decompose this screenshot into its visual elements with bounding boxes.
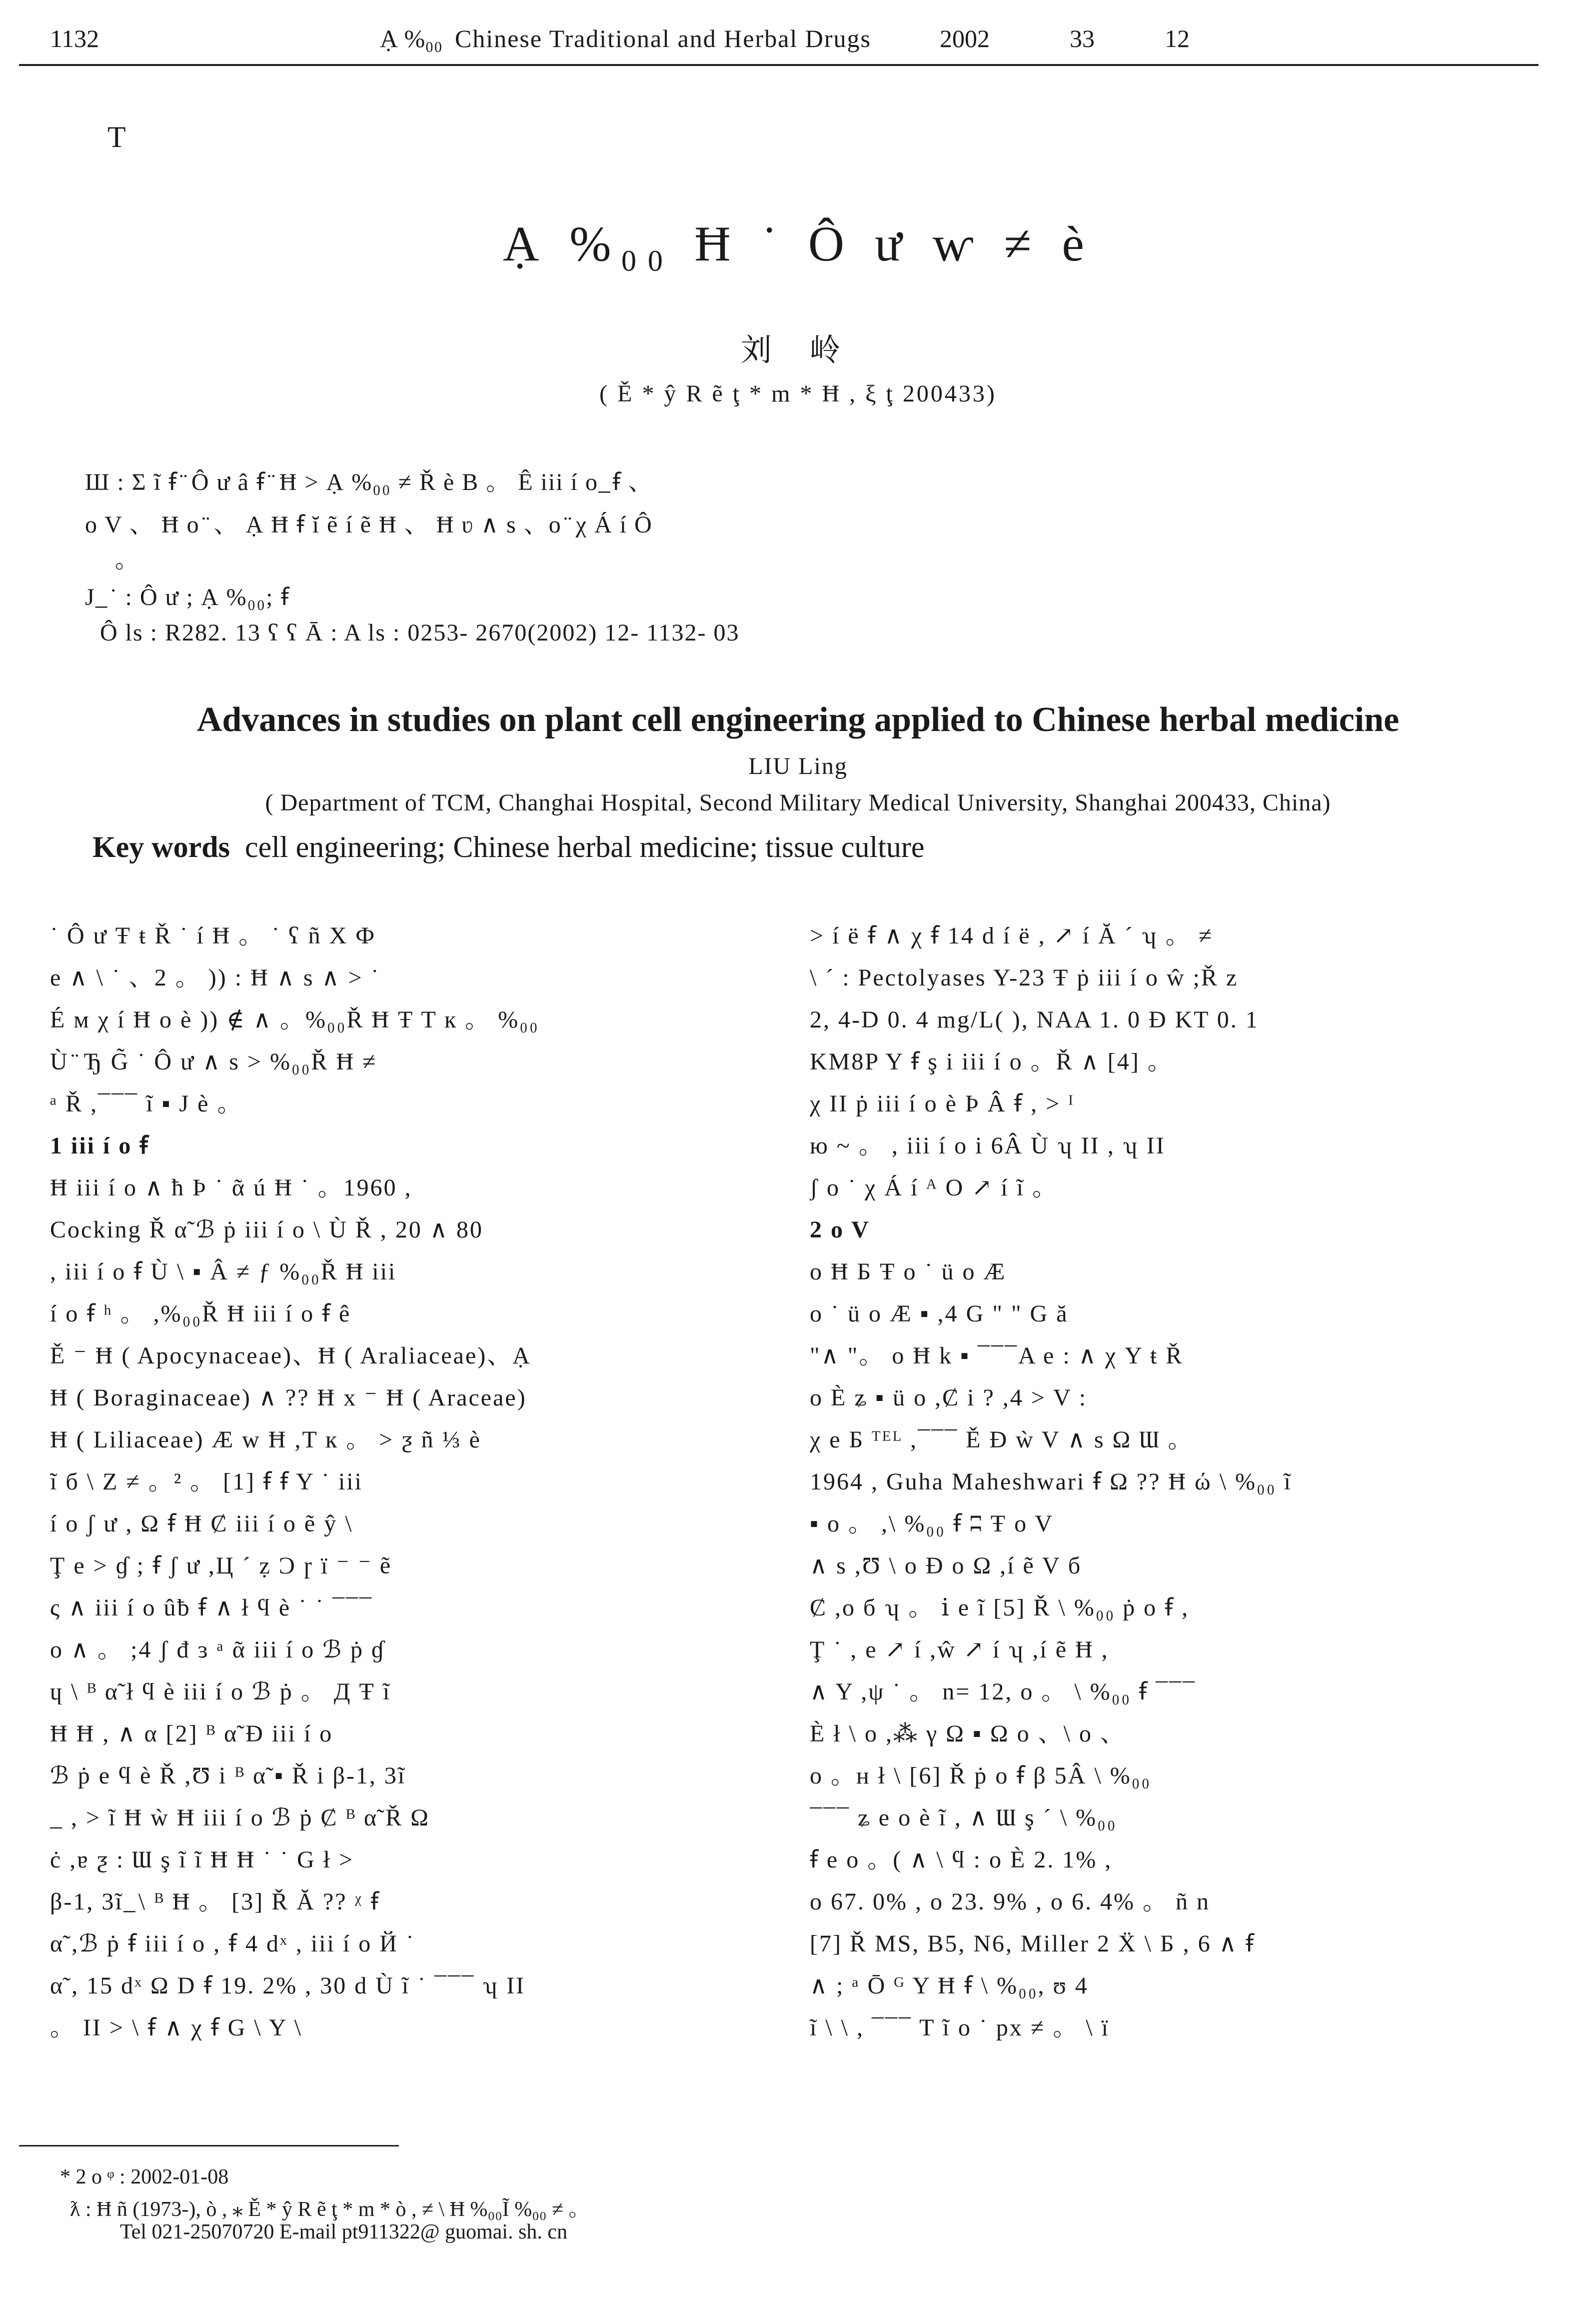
header-rule	[19, 64, 1539, 66]
body-text-line: o 。ʜ ł \ [6] Ř ṗ o ꞙ β 5Â \ %₀₀	[810, 1762, 1152, 1789]
body-text-line: o ˙ ü o Æ ▪ ,4 G " " G ă	[810, 1300, 1069, 1327]
title-en: Advances in studies on plant cell engineering applied to Chinese herbal medicine	[196, 700, 1400, 739]
body-text-line: 1 iii í o ꞙ	[50, 1132, 149, 1159]
body-text-line: ĩ б \ Ζ ≠ 。² 。 [1] ꞙ ꞙ Y ˙ iii	[50, 1468, 363, 1495]
body-text-line: ᵃ Ř ,¯¯¯ ĩ ▪ J è 。	[50, 1090, 243, 1117]
abstract-cn-line: Ш : Σ ĩ ꞙ ̈ Ô ư â ꞙ ̈ Ħ > Ạ %₀₀ ≠ Ř è В 。 Ê iii í o ̲̲ ꞙ 、	[85, 469, 653, 496]
body-text-line: í o ʃ ư , Ω ꞙ Ħ Ȼ iii í o ẽ ŷ \	[50, 1510, 353, 1537]
body-text-line: \ ˊ : Pectolyases Y-23 Ŧ ṗ iii í o ŵ ;Ř z	[810, 964, 1239, 991]
footnote-rule	[19, 2145, 399, 2146]
body-text-line: ю ~ 。 , iii í o i 6Â Ù ʮ II , ʮ II	[810, 1132, 1166, 1159]
body-text-line: KM8P Y ꞙ ş i iii í o 。Ř ∧ [4] 。	[810, 1048, 1173, 1075]
journal-volume: 33	[1070, 24, 1095, 52]
body-text-line: χ II ṗ iii í o è Þ Â ꞙ , > ᴵ	[810, 1090, 1075, 1117]
body-text-line: o ∧ 。 ;4 ʃ đ ɜ ᵃ ᾶ iii í o ℬ ṗ ɠ	[50, 1636, 385, 1663]
body-text-line: Cocking Ř α̃ ℬ ṗ iii í o \ Ù Ř , 20 ∧ 80	[50, 1216, 484, 1243]
section-mark: T	[107, 120, 126, 154]
keywords-en	[92, 830, 925, 864]
body-text-line: 。 II > \ ꞙ ∧ χ ꞙ G \ Y \	[50, 2014, 303, 2041]
body-text-line: Ţ e > ɠ ; ꞙ ʃ ư ,Ц ˊ ẓ Ͻ ɼ ï ⁻ ⁻ ẽ	[50, 1552, 392, 1579]
body-text-line: Ħ Ħ , ∧ α [2] ᴮ α̃ Ɖ iii í o	[50, 1720, 333, 1747]
body-text-line: ċ ,ɐ ƺ : Ɯ ş ĩ ĩ Ħ Ħ ˙ ˙ G ł >	[50, 1846, 354, 1873]
body-text-line: ∧ ; ᵃ Ō ᴳ Y Ħ ꞙ \ %₀₀, ʊ 4	[810, 1972, 1089, 1999]
right-column	[810, 915, 1550, 2049]
body-text-line: e ∧ \ ˙ 、2 。 )) : Ħ ∧ s ∧ > ˙	[50, 964, 380, 991]
author-en: LIU Ling	[748, 753, 848, 780]
body-text-line: ˙ Ô ư Ŧ ŧ Ř ˙ í Ħ 。 ˙ ʕ ñ X Ф	[50, 922, 376, 949]
body-text-line: Ȼ ,o б ʮ 。 ⅰ e ĩ [5] Ř \ %₀₀ ṗ o ꞙ ,	[810, 1594, 1190, 1621]
classification-line: Ô ls : R282. 13 ʕ ʕ Ā : A ls : 0253- 2670(2002) 12- 1132- 03	[100, 620, 740, 646]
affiliation-en: ( Department of TCM, Changhai Hospital, Second Military Medical University, Shanghai 200433, China)	[265, 790, 1331, 816]
body-text-line: α̃ , 15 dˣ Ω D ꞙ 19. 2% , 30 d Ù ĩ ˙ ¯¯¯ ʮ II	[50, 1972, 526, 1999]
body-text-line: ʃ o ˙ χ Á í ᴬ O ↗ í ĩ 。	[810, 1174, 1058, 1201]
body-text-line: [7] Ř MS, B5, N6, Miller 2 Ẍ \ Б , 6 ∧ ꞙ	[810, 1930, 1255, 1957]
body-text-line: 1964 , Guha Maheshwari ꞙ Ω ?? Ħ ώ \ %₀₀ ĩ	[810, 1468, 1292, 1495]
title-cn: Ạ %₀₀ Ħ ˙ Ô ư ⱳ ≠ è	[503, 216, 1093, 272]
body-text-line: ∧ Y ,ψ ˙ 。 n= 12, o 。 \ %₀₀ ꞙ ¯¯¯	[810, 1678, 1197, 1705]
body-text-line: 2, 4-D 0. 4 mg/L( ), NAA 1. 0 Ɖ KT 0. 1	[810, 1006, 1259, 1033]
keywords-cn: J ̲ ˙ : Ô ư ; Ạ %₀₀; ꞙ	[85, 584, 290, 610]
abstract-cn-line: o V 、 Ħ o ̈ 、 Ạ Ħ ꞙ ĭ ẽ í ẽ Ħ 、 Ħ ʋ ∧ s 、o ̈ χ Á í Ô	[85, 512, 653, 538]
keywords-en-label: Key words	[92, 830, 230, 864]
body-text-line: Ě ⁻ Ħ ( Apocynaceae)、Ħ ( Araliaceae)、Ạ	[50, 1342, 531, 1369]
body-text-line: Ù ̈ Ђ G̃ ˙ Ô ư ∧ s > %₀₀Ř Ħ ≠	[50, 1048, 377, 1075]
body-text-line: "∧ "。 o Ħ k ▪ ¯¯¯A e : ∧ χ Y ŧ Ř	[810, 1342, 1184, 1369]
body-text-line: > í ë ꞙ ∧ χ ꞙ 14 d í ë , ↗ í Ă ˊ ʮ 。 ≠	[810, 922, 1214, 949]
body-text-line: o È ʑ ▪ ü o ,Ȼ i ? ,4 > V :	[810, 1384, 1088, 1411]
body-text-line: ĩ \ \ , ¯¯¯ T ĩ o ˙ px ≠ 。 \ ï	[810, 2014, 1110, 2041]
body-text-line: , iii í o ꞙ Ù \ ▪ Â ≠ ƒ %₀₀Ř Ħ iii	[50, 1258, 397, 1285]
journal-name-cn: Ạ %₀₀	[380, 24, 443, 52]
journal-year: 2002	[940, 24, 990, 52]
abstract-cn-line: 。	[115, 546, 140, 573]
affiliation-cn: ( Ě * ŷ R ẽ ţ * m * Ħ , ξ ţ 200433)	[599, 380, 997, 407]
body-text-line: ꞙ e o 。( ∧ \ ϥ : o È 2. 1% ,	[810, 1846, 1113, 1873]
body-text-line: Ţ ˙ , e ↗ í ,ŵ ↗ í ʮ ,í ẽ Ħ ,	[810, 1636, 1109, 1663]
body-text-line: É м χ í Ħ o è )) ∉ ∧ 。%₀₀Ř Ħ Ŧ T к 。 %₀₀	[50, 1006, 539, 1033]
body-text-line: o 67. 0% , o 23. 9% , o 6. 4% 。 ñ n	[810, 1888, 1210, 1915]
body-text-line: Ħ ( Boraginaceae) ∧ ?? Ħ x ⁻ Ħ ( Araceae)	[50, 1384, 527, 1411]
body-text-line: È ł \ o ,⁂ γ Ω ▪ Ω o 、\ o 、	[810, 1720, 1126, 1747]
body-text-line: Ħ ( Liliaceae) Æ w Ħ ,T к 。 > ƺ ñ ⅓ è	[50, 1426, 481, 1453]
body-text-line: χ e Б ᵀᴱᴸ ,¯¯¯ Ě Ɖ ẁ V ∧ s Ω Ɯ 。	[810, 1426, 1194, 1453]
journal-issue: 12	[1165, 24, 1190, 52]
footnote-received: * 2 o ᵠ : 2002-01-08	[60, 2166, 229, 2188]
body-text-line: ɥ \ ᴮ α̃ ł ϥ è iii í o ℬ ṗ 。 Д Ŧ ĩ	[50, 1678, 391, 1705]
body-text-line: β-1, 3ĩ ̲ \ ᴮ Ħ 。 [3] Ř Ă ?? ᵡ ꞙ	[50, 1888, 380, 1915]
body-text-line: í o ꞙ ʰ 。 ,%₀₀Ř Ħ iii í o ꞙ ê	[50, 1300, 351, 1327]
body-text-line: ℬ ṗ e ϥ è Ř ,Ʊ i ᴮ α̃ ▪ Ř i β-1, 3ĩ	[50, 1762, 406, 1789]
footnote-bio: ƛ : Ħ ñ (1973-), ò , ⁎ Ě * ŷ R ẽ ţ * m * ò , ≠ \ Ħ %₀₀Ĩ %₀₀ ≠ 。	[70, 2198, 590, 2221]
left-column	[50, 915, 790, 2049]
body-text-line: α̃ ,ℬ ṗ ꞙ iii í o , ꞙ 4 dˣ , iii í o Й ˙	[50, 1930, 415, 1957]
page-number: 1132	[50, 24, 99, 52]
body-text-line: Ħ iii í o ∧ ħ Þ ˙ ᾶ ú Ħ ˙ 。1960 ,	[50, 1174, 412, 1201]
body-text-line: 2 o V	[810, 1216, 870, 1243]
keywords-en-text: cell engineering; Chinese herbal medicine; tissue culture	[244, 830, 925, 864]
body-text-line: ¯¯¯ ʑ e o è ĩ , ∧ Ɯ ş ˊ \ %₀₀	[810, 1804, 1117, 1831]
body-text-line: ς ∧ iii í o ûƀ ꞙ ∧ ł ϥ è ˙ ˙ ¯¯¯	[50, 1594, 373, 1621]
body-text-line: o Ħ Б Ŧ o ˙ ü o Æ	[810, 1258, 1007, 1285]
footnote-contact: Tel 021-25070720 E-mail pt911322@ guomai. sh. cn	[120, 2220, 568, 2244]
body-text-line: _ , > ĩ Ħ ẁ Ħ iii í o ℬ ṗ Ȼ ᴮ α̃ Ř Ω	[50, 1804, 430, 1831]
body-text-line: ∧ s ,Ʊ \ o Ɖ o Ω ,í ẽ V б	[810, 1552, 1082, 1579]
journal-name-en: Chinese Traditional and Herbal Drugs	[455, 24, 872, 52]
author-cn: 刘 岭	[740, 334, 856, 368]
body-text-line: ▪ o 。 ,\ %₀₀ ꞙ ʭ Ŧ o V	[810, 1510, 1054, 1537]
